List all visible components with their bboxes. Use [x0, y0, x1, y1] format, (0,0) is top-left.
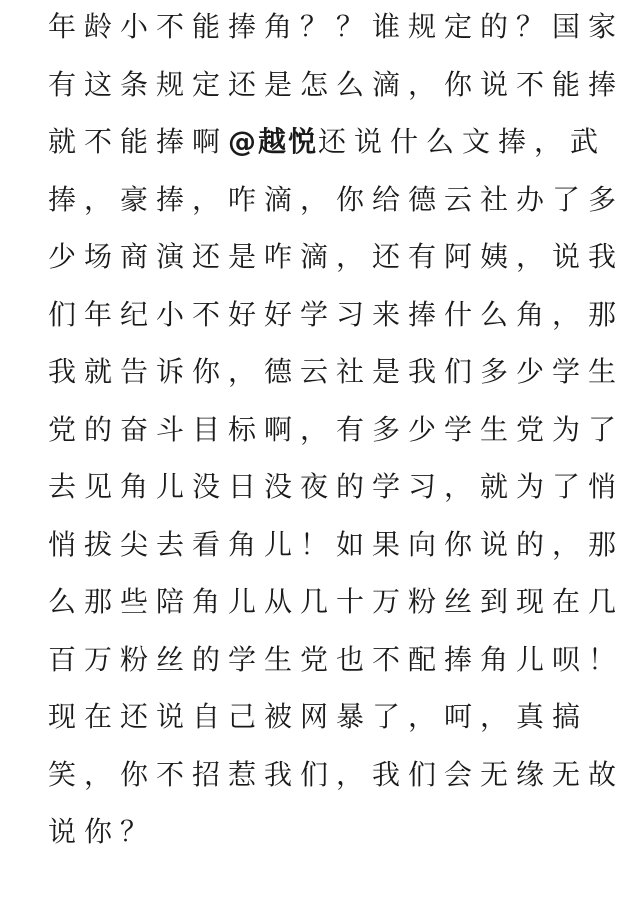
text-line-13: 现在还说自己被网暴了，呵，真搞: [48, 700, 589, 733]
text-line-14: 笑，你不招惹我们，我们会无缘无故: [48, 757, 625, 791]
text-line-8: 党的奋斗目标啊，有多少学生党为了: [48, 412, 625, 446]
text-line-6: 们年纪小不好好学习来捧什么角，那: [48, 297, 625, 331]
handwritten-text-block: [48, 0, 625, 861]
text-line-10: 悄拔尖去看角儿！如果向你说的，那: [48, 527, 625, 561]
text-line-1: 年龄小不能捧角？？谁规定的？国家: [48, 10, 625, 43]
text-line-3: [48, 113, 608, 171]
text-line-7: 我就告诉你，德云社是我们多少学生: [48, 355, 625, 388]
user-mention: @越悦: [228, 125, 319, 158]
text-line-12: 百万粉丝的学生党也不配捧角儿呗！: [48, 642, 625, 676]
text-line-4: 捧，豪捧，咋滴，你给德云社办了多: [48, 182, 625, 216]
text-line-2: 有这条规定还是怎么滴，你说不能捧: [48, 67, 625, 101]
text-line-5: 少场商演还是咋滴，还有阿姨，说我: [48, 240, 625, 273]
text-line-15: 说你？: [48, 815, 157, 848]
text-line-11: 么那些陪角儿从几十万粉丝到现在几: [48, 585, 625, 618]
text-line-3-head: 就不能捧啊: [48, 125, 229, 158]
text-line-9: 去见角儿没日没夜的学习，就为了悄: [48, 470, 625, 503]
text-line-3-tail: 还说什么文捧，武: [318, 125, 607, 158]
